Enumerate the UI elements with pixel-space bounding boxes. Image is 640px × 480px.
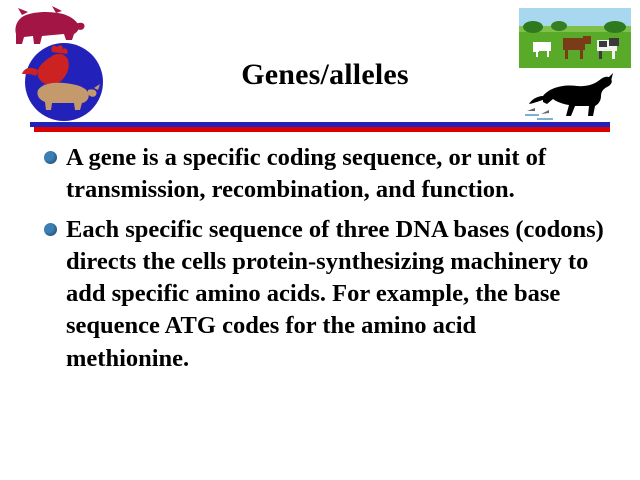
bullet-dot-icon — [44, 214, 66, 236]
bullet-text: A gene is a specific coding sequence, or unit of transmission, recombination, and function. — [66, 144, 547, 204]
running-horse-silhouette-icon — [519, 70, 631, 122]
cattle-pasture-photo — [519, 8, 631, 68]
bullet-list — [44, 142, 604, 383]
divider-red — [34, 127, 610, 132]
slide-header — [0, 0, 640, 140]
livestock-emblem-icon — [8, 4, 128, 124]
bullet-dot-icon — [44, 142, 66, 164]
slide-title: Genes/alleles — [241, 58, 409, 91]
list-item — [44, 142, 604, 206]
list-item — [44, 214, 604, 374]
bullet-text: Each specific sequence of three DNA bases (codons) directs the cells protein-synthesizing machinery to add specific amino acids. For example, the base sequence ATG codes for the amino acid methionine. — [66, 216, 604, 372]
